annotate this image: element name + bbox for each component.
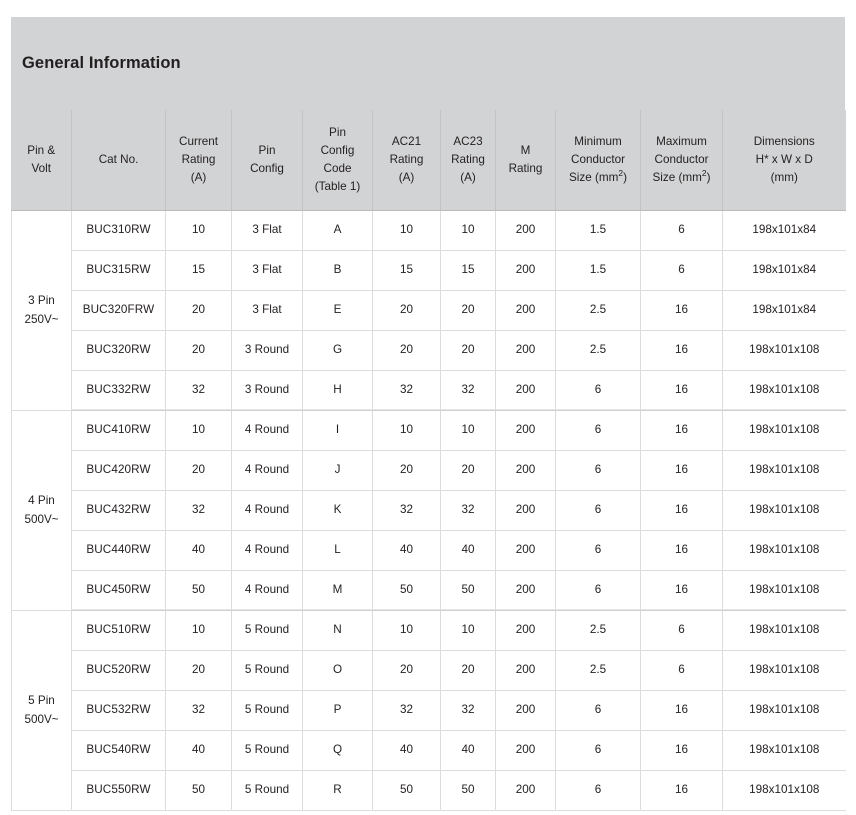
cell-pin-config-code: G (303, 331, 373, 371)
header-line: Pin (258, 143, 276, 157)
cell-minimum-conductor-size: 6 (556, 411, 641, 451)
cell-ac23-rating: 20 (441, 291, 496, 331)
cell-pin-config: 3 Flat (232, 291, 303, 331)
cell-pin-config: 5 Round (232, 611, 303, 651)
cell-pin-config-code: M (303, 571, 373, 611)
cell-current-rating: 15 (166, 251, 232, 291)
cell-m-rating: 200 (496, 651, 556, 691)
cell-current-rating: 32 (166, 491, 232, 531)
cell-current-rating: 40 (166, 531, 232, 571)
cell-minimum-conductor-size: 1.5 (556, 251, 641, 291)
cell-maximum-conductor-size: 6 (641, 211, 723, 251)
header-line: Config (320, 143, 355, 157)
cell-ac21-rating: 15 (373, 251, 441, 291)
cell-m-rating: 200 (496, 291, 556, 331)
table-row (12, 771, 846, 811)
cell-pin-config: 4 Round (232, 571, 303, 611)
cell-current-rating: 50 (166, 571, 232, 611)
pin-volt-group-cell (12, 211, 72, 411)
cell-maximum-conductor-size: 16 (641, 331, 723, 371)
header-line: Volt (31, 162, 51, 175)
cell-dimensions: 198x101x108 (723, 371, 846, 411)
cell-maximum-conductor-size: 16 (641, 371, 723, 411)
cell-ac21-rating: 32 (373, 371, 441, 411)
header-line: (Table 1) (314, 180, 361, 194)
cell-m-rating: 200 (496, 371, 556, 411)
cell-maximum-conductor-size: 16 (641, 731, 723, 771)
cell-maximum-conductor-size: 6 (641, 611, 723, 651)
cell-dimensions: 198x101x108 (723, 331, 846, 371)
cell-minimum-conductor-size: 6 (556, 731, 641, 771)
cell-pin-config: 3 Flat (232, 211, 303, 251)
header-line: (A) (398, 171, 415, 185)
cell-pin-config: 5 Round (232, 691, 303, 731)
cell-cat-no: BUC320FRW (72, 291, 166, 331)
cell-ac21-rating: 20 (373, 451, 441, 491)
cell-cat-no: BUC320RW (72, 331, 166, 371)
cell-maximum-conductor-size: 16 (641, 571, 723, 611)
pin-volt-group-cell (12, 611, 72, 811)
header-line: Rating (451, 152, 485, 166)
pin-volt-group-label-line: 4 Pin (28, 494, 55, 508)
cell-ac21-rating: 20 (373, 331, 441, 371)
cell-cat-no: BUC432RW (72, 491, 166, 531)
cell-m-rating: 200 (496, 491, 556, 531)
header-line: Current (179, 134, 218, 148)
cell-dimensions: 198x101x84 (723, 291, 846, 331)
cell-ac21-rating: 20 (373, 651, 441, 691)
cell-ac23-rating: 20 (441, 451, 496, 491)
cell-pin-config: 5 Round (232, 771, 303, 811)
cell-cat-no: BUC510RW (72, 611, 166, 651)
cell-cat-no: BUC310RW (72, 211, 166, 251)
table-row (12, 531, 846, 571)
cell-dimensions: 198x101x108 (723, 451, 846, 491)
cell-current-rating: 10 (166, 411, 232, 451)
cell-ac21-rating: 10 (373, 211, 441, 251)
cell-pin-config: 4 Round (232, 491, 303, 531)
header-line: Code (323, 162, 352, 175)
cell-ac23-rating: 50 (441, 571, 496, 611)
column-header-dimensions (723, 110, 846, 211)
cell-dimensions: 198x101x108 (723, 411, 846, 451)
header-line: Rating (389, 152, 424, 166)
header-line: AC23 (453, 134, 483, 148)
cell-cat-no: BUC450RW (72, 571, 166, 611)
cell-ac23-rating: 32 (441, 371, 496, 411)
table-header (12, 110, 846, 211)
cell-pin-config: 5 Round (232, 731, 303, 771)
table-row (12, 331, 846, 371)
cell-dimensions: 198x101x108 (723, 731, 846, 771)
cell-ac23-rating: 10 (441, 611, 496, 651)
cell-minimum-conductor-size: 6 (556, 531, 641, 571)
cell-maximum-conductor-size: 16 (641, 411, 723, 451)
cell-ac21-rating: 50 (373, 571, 441, 611)
cell-ac21-rating: 50 (373, 771, 441, 811)
cell-ac23-rating: 40 (441, 731, 496, 771)
table-row (12, 411, 846, 451)
cell-dimensions: 198x101x84 (723, 251, 846, 291)
cell-maximum-conductor-size: 16 (641, 531, 723, 571)
cell-ac23-rating: 32 (441, 491, 496, 531)
cell-m-rating: 200 (496, 611, 556, 651)
cell-cat-no: BUC315RW (72, 251, 166, 291)
cell-dimensions: 198x101x108 (723, 491, 846, 531)
header-line: H* x W x D (755, 152, 813, 166)
table-row (12, 571, 846, 611)
cell-ac23-rating: 50 (441, 771, 496, 811)
table-row (12, 731, 846, 771)
header-line: Conductor (654, 152, 709, 166)
cell-cat-no: BUC520RW (72, 651, 166, 691)
cell-current-rating: 32 (166, 371, 232, 411)
cell-current-rating: 10 (166, 211, 232, 251)
header-line: Maximum (656, 134, 707, 148)
specification-table (11, 110, 846, 811)
cell-cat-no: BUC410RW (72, 411, 166, 451)
cell-pin-config-code: O (303, 651, 373, 691)
cell-minimum-conductor-size: 6 (556, 371, 641, 411)
pin-volt-group-label-line: 500V~ (24, 712, 59, 726)
cell-m-rating: 200 (496, 211, 556, 251)
pin-volt-group-cell (12, 411, 72, 611)
cell-minimum-conductor-size: 6 (556, 451, 641, 491)
pin-volt-group-label-line: 3 Pin (28, 294, 55, 308)
cell-m-rating: 200 (496, 331, 556, 371)
header-line: Pin & (27, 143, 56, 157)
table-row (12, 691, 846, 731)
cell-pin-config-code: R (303, 771, 373, 811)
pin-volt-group-label-line: 500V~ (24, 512, 59, 526)
cell-dimensions: 198x101x108 (723, 531, 846, 571)
cell-pin-config: 4 Round (232, 451, 303, 491)
cell-current-rating: 20 (166, 451, 232, 491)
cell-ac21-rating: 32 (373, 691, 441, 731)
column-header-ac21-rating (373, 110, 441, 211)
cell-ac21-rating: 40 (373, 531, 441, 571)
cell-m-rating: 200 (496, 411, 556, 451)
cell-minimum-conductor-size: 2.5 (556, 291, 641, 331)
column-header-cat-no (72, 110, 166, 211)
cell-cat-no: BUC532RW (72, 691, 166, 731)
cell-maximum-conductor-size: 16 (641, 451, 723, 491)
cell-dimensions: 198x101x108 (723, 771, 846, 811)
cell-pin-config-code: B (303, 251, 373, 291)
cell-cat-no: BUC420RW (72, 451, 166, 491)
column-header-ac23-rating (441, 110, 496, 211)
cell-current-rating: 40 (166, 731, 232, 771)
cell-pin-config: 5 Round (232, 651, 303, 691)
header-line: AC21 (391, 134, 422, 148)
cell-maximum-conductor-size: 6 (641, 651, 723, 691)
cell-cat-no: BUC540RW (72, 731, 166, 771)
cell-minimum-conductor-size: 6 (556, 571, 641, 611)
column-header-current-rating (166, 110, 232, 211)
cell-minimum-conductor-size: 1.5 (556, 211, 641, 251)
header-line: M (520, 143, 531, 157)
cell-m-rating: 200 (496, 731, 556, 771)
cell-minimum-conductor-size: 2.5 (556, 651, 641, 691)
table-row (12, 451, 846, 491)
header-line: Dimensions (753, 134, 815, 148)
cell-ac23-rating: 10 (441, 411, 496, 451)
cell-m-rating: 200 (496, 531, 556, 571)
cell-m-rating: 200 (496, 451, 556, 491)
cell-m-rating: 200 (496, 571, 556, 611)
cell-dimensions: 198x101x108 (723, 611, 846, 651)
cell-ac21-rating: 40 (373, 731, 441, 771)
cell-pin-config-code: I (303, 411, 373, 451)
header-line: Cat No. (98, 152, 139, 166)
cell-current-rating: 50 (166, 771, 232, 811)
pin-volt-group-label-line: 250V~ (24, 312, 59, 326)
cell-minimum-conductor-size: 2.5 (556, 611, 641, 651)
header-line: Conductor (571, 152, 625, 166)
cell-dimensions: 198x101x84 (723, 211, 846, 251)
cell-maximum-conductor-size: 16 (641, 491, 723, 531)
cell-pin-config: 4 Round (232, 531, 303, 571)
cell-dimensions: 198x101x108 (723, 571, 846, 611)
cell-dimensions: 198x101x108 (723, 651, 846, 691)
header-row (12, 110, 846, 211)
cell-ac21-rating: 32 (373, 491, 441, 531)
cell-ac23-rating: 40 (441, 531, 496, 571)
cell-pin-config-code: J (303, 451, 373, 491)
header-line: Config (250, 162, 284, 175)
table-body (12, 211, 846, 811)
cell-pin-config-code: H (303, 371, 373, 411)
column-header-pin-config-code (303, 110, 373, 211)
cell-minimum-conductor-size: 6 (556, 691, 641, 731)
cell-ac21-rating: 10 (373, 611, 441, 651)
header-line: Rating (181, 152, 216, 166)
cell-current-rating: 20 (166, 331, 232, 371)
header-line: (mm) (770, 171, 798, 185)
header-line: (A) (190, 171, 207, 185)
cell-maximum-conductor-size: 16 (641, 771, 723, 811)
cell-pin-config: 3 Round (232, 331, 303, 371)
table-row (12, 251, 846, 291)
column-header-maximum-conductor-size (641, 110, 723, 211)
cell-pin-config-code: E (303, 291, 373, 331)
cell-m-rating: 200 (496, 251, 556, 291)
cell-current-rating: 20 (166, 291, 232, 331)
cell-current-rating: 20 (166, 651, 232, 691)
column-header-minimum-conductor-size (556, 110, 641, 211)
cell-pin-config-code: N (303, 611, 373, 651)
pin-volt-group-label-line: 5 Pin (28, 694, 55, 708)
cell-maximum-conductor-size: 16 (641, 691, 723, 731)
cell-ac23-rating: 20 (441, 331, 496, 371)
header-line: Rating (508, 162, 543, 175)
table-row (12, 291, 846, 331)
header-line: Size $(mm^2)$ (569, 168, 627, 185)
cell-ac23-rating: 32 (441, 691, 496, 731)
cell-ac23-rating: 20 (441, 651, 496, 691)
cell-pin-config: 4 Round (232, 411, 303, 451)
cell-cat-no: BUC550RW (72, 771, 166, 811)
cell-pin-config-code: L (303, 531, 373, 571)
header-line: (A) (460, 171, 476, 185)
cell-m-rating: 200 (496, 771, 556, 811)
cell-pin-config-code: A (303, 211, 373, 251)
cell-ac23-rating: 15 (441, 251, 496, 291)
header-line: Pin (329, 125, 346, 139)
table-row (12, 651, 846, 691)
cell-cat-no: BUC440RW (72, 531, 166, 571)
cell-m-rating: 200 (496, 691, 556, 731)
cell-ac21-rating: 20 (373, 291, 441, 331)
cell-pin-config-code: K (303, 491, 373, 531)
cell-dimensions: 198x101x108 (723, 691, 846, 731)
column-header-pin-volt (12, 110, 72, 211)
table-row (12, 211, 846, 251)
cell-maximum-conductor-size: 16 (641, 291, 723, 331)
table-row (12, 371, 846, 411)
cell-pin-config-code: P (303, 691, 373, 731)
table-row (12, 491, 846, 531)
cell-pin-config-code: Q (303, 731, 373, 771)
header-line: Minimum (574, 134, 622, 148)
cell-pin-config: 3 Round (232, 371, 303, 411)
cell-current-rating: 32 (166, 691, 232, 731)
cell-maximum-conductor-size: 6 (641, 251, 723, 291)
column-header-pin-config (232, 110, 303, 211)
cell-minimum-conductor-size: 6 (556, 771, 641, 811)
column-header-m-rating (496, 110, 556, 211)
cell-minimum-conductor-size: 2.5 (556, 331, 641, 371)
cell-pin-config: 3 Flat (232, 251, 303, 291)
cell-ac21-rating: 10 (373, 411, 441, 451)
cell-minimum-conductor-size: 6 (556, 491, 641, 531)
cell-current-rating: 10 (166, 611, 232, 651)
table-row (12, 611, 846, 651)
cell-ac23-rating: 10 (441, 211, 496, 251)
cell-cat-no: BUC332RW (72, 371, 166, 411)
page-title: General Information (22, 54, 181, 72)
header-line: Size $(mm^2)$ (652, 168, 711, 185)
